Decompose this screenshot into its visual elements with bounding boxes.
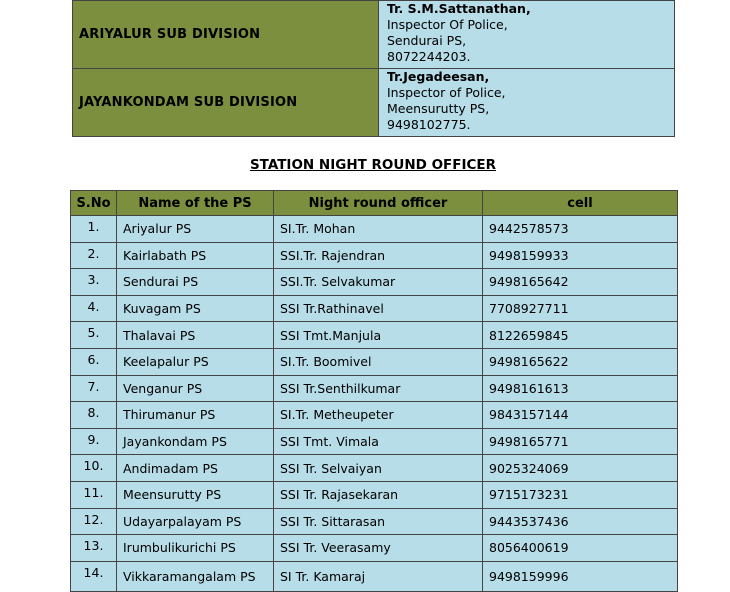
row-officer: SSI Tr. Rajasekaran	[274, 481, 483, 508]
row-ps-name: Irumbulikurichi PS	[117, 535, 274, 562]
row-sno: 8.	[71, 402, 117, 429]
row-sno: 11.	[71, 481, 117, 508]
row-officer: SI.Tr. Metheupeter	[274, 402, 483, 429]
division-officer	[379, 1, 675, 69]
division-row	[73, 69, 675, 137]
table-header-row	[71, 191, 678, 216]
row-ps-name: Andimadam PS	[117, 455, 274, 482]
officer-name: Tr.Jegadeesan,	[387, 69, 490, 84]
officer-name: Tr. S.M.Sattanathan,	[387, 1, 531, 16]
row-sno: 13.	[71, 535, 117, 562]
header-sno: S.No	[71, 191, 117, 216]
officer-station: Meensurutty PS,	[387, 101, 490, 116]
row-officer: SSI Tr.Rathinavel	[274, 295, 483, 322]
table-row	[71, 242, 678, 269]
row-sno: 7.	[71, 375, 117, 402]
row-ps-name: Keelapalur PS	[117, 348, 274, 375]
row-officer: SI.Tr. Mohan	[274, 216, 483, 243]
row-cell: 9498165642	[483, 269, 678, 296]
table-row	[71, 428, 678, 455]
row-ps-name: Venganur PS	[117, 375, 274, 402]
row-officer: SSI Tr. Selvaiyan	[274, 455, 483, 482]
division-officer	[379, 69, 675, 137]
header-ps: Name of the PS	[117, 191, 274, 216]
table-row	[71, 508, 678, 535]
table-row	[71, 216, 678, 243]
row-sno: 3.	[71, 269, 117, 296]
row-cell: 8122659845	[483, 322, 678, 349]
row-ps-name: Vikkaramangalam PS	[117, 561, 274, 591]
row-officer: SSI.Tr. Rajendran	[274, 242, 483, 269]
officer-station: Sendurai PS,	[387, 33, 467, 48]
table-row	[71, 561, 678, 591]
row-cell: 9498165622	[483, 348, 678, 375]
header-officer: Night round officer	[274, 191, 483, 216]
row-officer: SSI Tmt.Manjula	[274, 322, 483, 349]
row-cell: 7708927711	[483, 295, 678, 322]
table-row	[71, 348, 678, 375]
row-cell: 9498159996	[483, 561, 678, 591]
row-ps-name: Jayankondam PS	[117, 428, 274, 455]
row-ps-name: Thalavai PS	[117, 322, 274, 349]
officer-designation: Inspector of Police,	[387, 85, 506, 100]
row-ps-name: Meensurutty PS	[117, 481, 274, 508]
row-officer: SI Tr. Kamaraj	[274, 561, 483, 591]
row-sno: 6.	[71, 348, 117, 375]
division-name: ARIYALUR SUB DIVISION	[73, 1, 379, 69]
row-sno: 10.	[71, 455, 117, 482]
header-cell: cell	[483, 191, 678, 216]
row-sno: 4.	[71, 295, 117, 322]
table-row	[71, 535, 678, 562]
table-row	[71, 455, 678, 482]
row-officer: SI.Tr. Boomivel	[274, 348, 483, 375]
row-sno: 1.	[71, 216, 117, 243]
row-cell: 9443537436	[483, 508, 678, 535]
row-ps-name: Ariyalur PS	[117, 216, 274, 243]
table-row	[71, 295, 678, 322]
section-title: STATION NIGHT ROUND OFFICER	[249, 157, 497, 173]
table-row	[71, 481, 678, 508]
row-sno: 12.	[71, 508, 117, 535]
row-officer: SSI Tr. Sittarasan	[274, 508, 483, 535]
row-cell: 8056400619	[483, 535, 678, 562]
row-cell: 9442578573	[483, 216, 678, 243]
row-officer: SSI Tr. Veerasamy	[274, 535, 483, 562]
row-ps-name: Thirumanur PS	[117, 402, 274, 429]
officer-designation: Inspector Of Police,	[387, 17, 508, 32]
sub-division-table	[72, 0, 675, 137]
officer-phone: 9498102775.	[387, 117, 471, 132]
table-row	[71, 269, 678, 296]
row-ps-name: Kuvagam PS	[117, 295, 274, 322]
row-cell: 9715173231	[483, 481, 678, 508]
table-row	[71, 375, 678, 402]
row-cell: 9843157144	[483, 402, 678, 429]
table-row	[71, 402, 678, 429]
row-ps-name: Kairlabath PS	[117, 242, 274, 269]
row-officer: SSI Tmt. Vimala	[274, 428, 483, 455]
row-cell: 9498161613	[483, 375, 678, 402]
row-sno: 9.	[71, 428, 117, 455]
row-ps-name: Udayarpalayam PS	[117, 508, 274, 535]
division-row	[73, 1, 675, 69]
row-cell: 9498159933	[483, 242, 678, 269]
row-officer: SSI.Tr. Selvakumar	[274, 269, 483, 296]
row-sno: 14.	[71, 561, 117, 591]
row-sno: 5.	[71, 322, 117, 349]
row-officer: SSI Tr.Senthilkumar	[274, 375, 483, 402]
row-cell: 9498165771	[483, 428, 678, 455]
row-ps-name: Sendurai PS	[117, 269, 274, 296]
row-sno: 2.	[71, 242, 117, 269]
division-name: JAYANKONDAM SUB DIVISION	[73, 69, 379, 137]
row-cell: 9025324069	[483, 455, 678, 482]
table-row	[71, 322, 678, 349]
officer-phone: 8072244203.	[387, 49, 471, 64]
night-round-officer-table	[70, 190, 678, 592]
